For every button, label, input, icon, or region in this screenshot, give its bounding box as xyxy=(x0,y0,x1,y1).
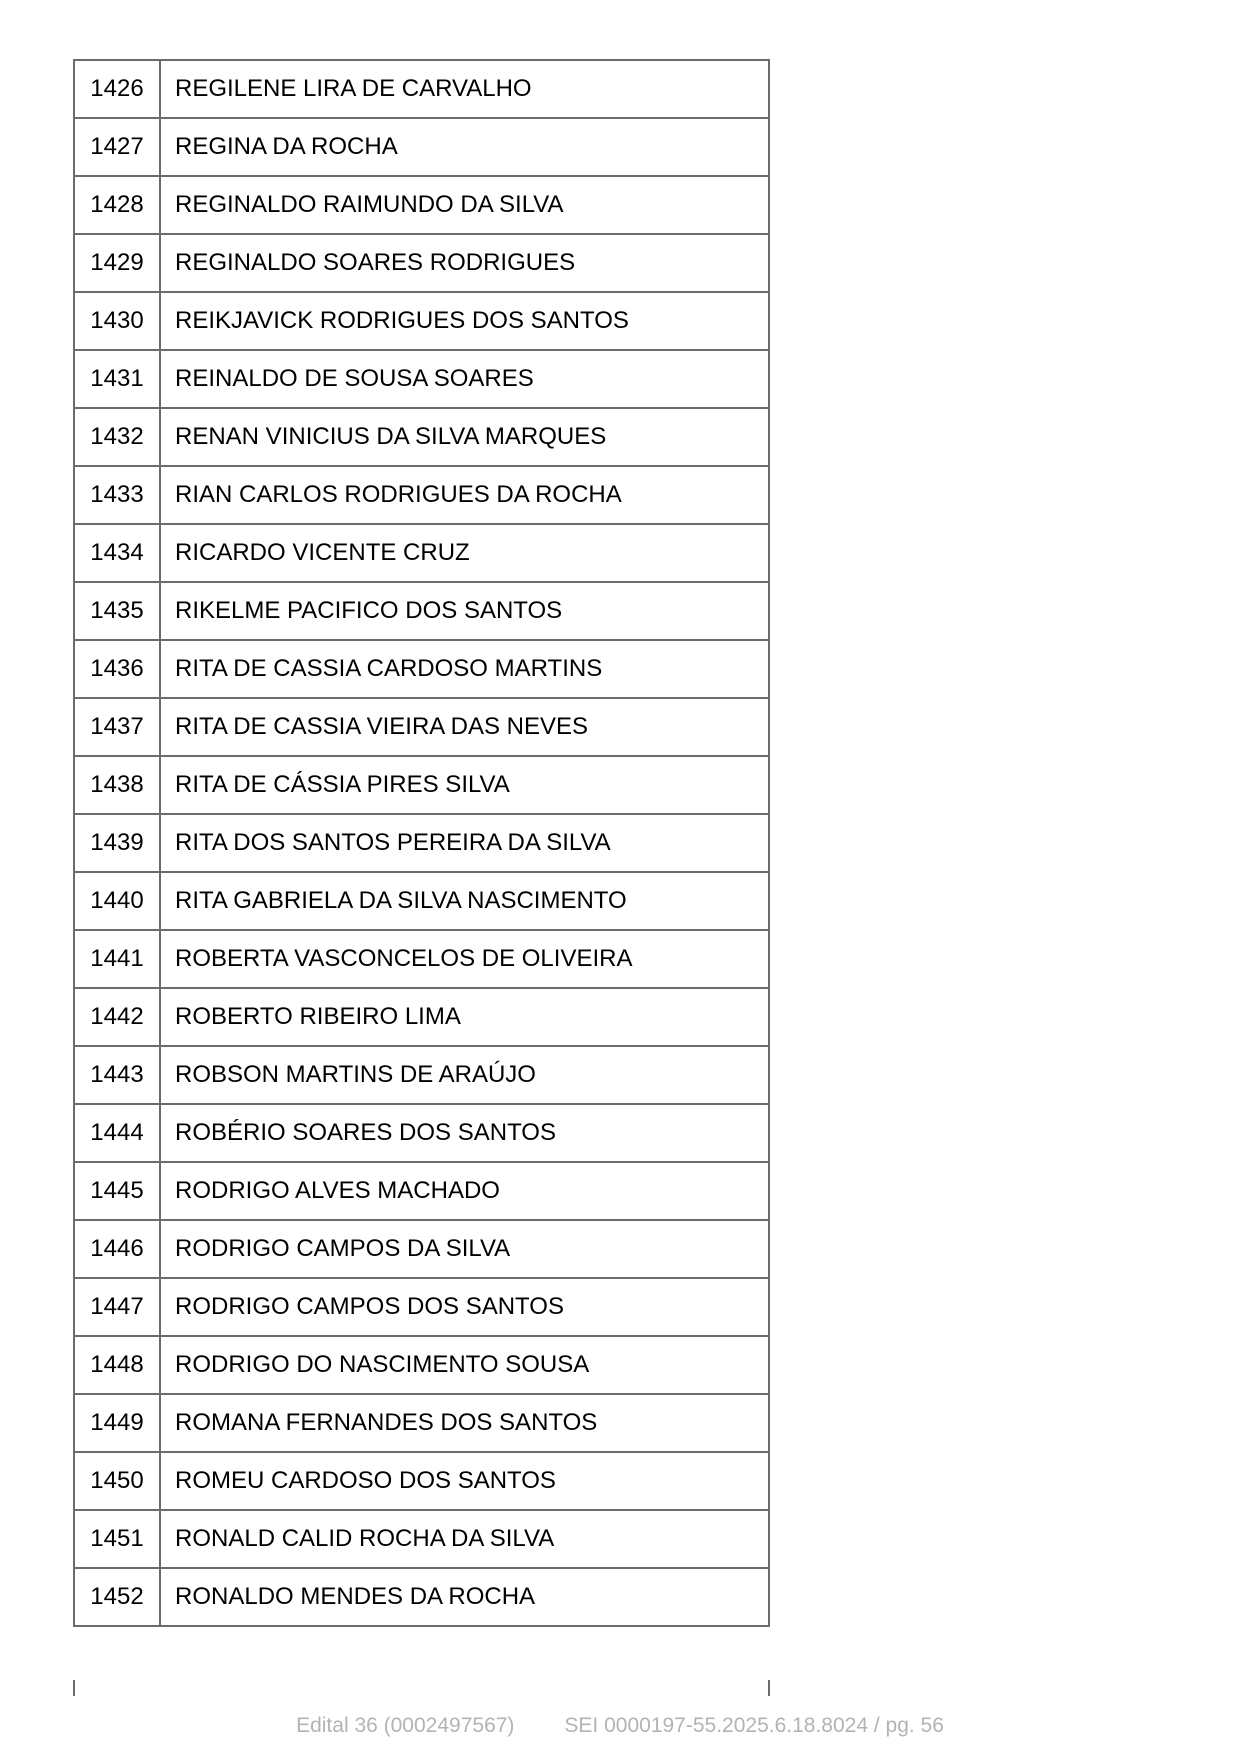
row-number: 1435 xyxy=(74,582,160,640)
person-name: RIAN CARLOS RODRIGUES DA ROCHA xyxy=(160,466,769,524)
table-row xyxy=(74,1336,769,1394)
table-row xyxy=(74,756,769,814)
table-row xyxy=(74,1104,769,1162)
row-number: 1449 xyxy=(74,1394,160,1452)
person-name: RODRIGO CAMPOS DA SILVA xyxy=(160,1220,769,1278)
person-name: REGINALDO RAIMUNDO DA SILVA xyxy=(160,176,769,234)
table-row xyxy=(74,292,769,350)
row-number: 1440 xyxy=(74,872,160,930)
table-row xyxy=(74,408,769,466)
row-number: 1442 xyxy=(74,988,160,1046)
person-name: RODRIGO DO NASCIMENTO SOUSA xyxy=(160,1336,769,1394)
person-name: REIKJAVICK RODRIGUES DOS SANTOS xyxy=(160,292,769,350)
names-table-body xyxy=(74,60,769,1626)
table-row xyxy=(74,640,769,698)
footer-process-page: SEI 0000197-55.2025.6.18.8024 / pg. 56 xyxy=(564,1714,944,1737)
person-name: RITA DE CASSIA CARDOSO MARTINS xyxy=(160,640,769,698)
table-row xyxy=(74,524,769,582)
table-row xyxy=(74,698,769,756)
person-name: RONALD CALID ROCHA DA SILVA xyxy=(160,1510,769,1568)
row-number: 1447 xyxy=(74,1278,160,1336)
table-row xyxy=(74,118,769,176)
table-row xyxy=(74,1452,769,1510)
row-number: 1434 xyxy=(74,524,160,582)
row-number: 1432 xyxy=(74,408,160,466)
table-row xyxy=(74,1046,769,1104)
table-row xyxy=(74,1220,769,1278)
person-name: REGILENE LIRA DE CARVALHO xyxy=(160,60,769,118)
row-number: 1446 xyxy=(74,1220,160,1278)
person-name: ROBERTO RIBEIRO LIMA xyxy=(160,988,769,1046)
person-name: REGINALDO SOARES RODRIGUES xyxy=(160,234,769,292)
row-number: 1429 xyxy=(74,234,160,292)
row-number: 1451 xyxy=(74,1510,160,1568)
names-table xyxy=(73,59,770,1627)
row-number: 1439 xyxy=(74,814,160,872)
page-footer xyxy=(0,1714,1240,1738)
table-row xyxy=(74,582,769,640)
person-name: RITA GABRIELA DA SILVA NASCIMENTO xyxy=(160,872,769,930)
row-number: 1433 xyxy=(74,466,160,524)
row-number: 1452 xyxy=(74,1568,160,1626)
person-name: ROBERTA VASCONCELOS DE OLIVEIRA xyxy=(160,930,769,988)
table-row xyxy=(74,988,769,1046)
row-number: 1431 xyxy=(74,350,160,408)
person-name: REINALDO DE SOUSA SOARES xyxy=(160,350,769,408)
person-name: RENAN VINICIUS DA SILVA MARQUES xyxy=(160,408,769,466)
person-name: ROMANA FERNANDES DOS SANTOS xyxy=(160,1394,769,1452)
row-number: 1430 xyxy=(74,292,160,350)
table-continuation-edge xyxy=(73,1680,770,1696)
person-name: RICARDO VICENTE CRUZ xyxy=(160,524,769,582)
table-row xyxy=(74,466,769,524)
person-name: ROBSON MARTINS DE ARAÚJO xyxy=(160,1046,769,1104)
table-row xyxy=(74,872,769,930)
footer-document-id: Edital 36 (0002497567) xyxy=(296,1714,515,1737)
table-row xyxy=(74,176,769,234)
row-number: 1448 xyxy=(74,1336,160,1394)
person-name: RODRIGO ALVES MACHADO xyxy=(160,1162,769,1220)
person-name: RITA DE CASSIA VIEIRA DAS NEVES xyxy=(160,698,769,756)
row-number: 1426 xyxy=(74,60,160,118)
table-row xyxy=(74,350,769,408)
row-number: 1428 xyxy=(74,176,160,234)
row-number: 1441 xyxy=(74,930,160,988)
table-row xyxy=(74,1510,769,1568)
row-number: 1437 xyxy=(74,698,160,756)
row-number: 1436 xyxy=(74,640,160,698)
row-number: 1443 xyxy=(74,1046,160,1104)
person-name: ROBÉRIO SOARES DOS SANTOS xyxy=(160,1104,769,1162)
person-name: RITA DOS SANTOS PEREIRA DA SILVA xyxy=(160,814,769,872)
names-table-container xyxy=(73,59,770,1627)
person-name: ROMEU CARDOSO DOS SANTOS xyxy=(160,1452,769,1510)
table-row xyxy=(74,1278,769,1336)
person-name: REGINA DA ROCHA xyxy=(160,118,769,176)
table-row xyxy=(74,814,769,872)
table-row xyxy=(74,1568,769,1626)
row-number: 1450 xyxy=(74,1452,160,1510)
person-name: RIKELME PACIFICO DOS SANTOS xyxy=(160,582,769,640)
table-row xyxy=(74,1394,769,1452)
person-name: RONALDO MENDES DA ROCHA xyxy=(160,1568,769,1626)
row-number: 1438 xyxy=(74,756,160,814)
table-row xyxy=(74,60,769,118)
row-number: 1427 xyxy=(74,118,160,176)
table-row xyxy=(74,1162,769,1220)
table-row xyxy=(74,930,769,988)
person-name: RODRIGO CAMPOS DOS SANTOS xyxy=(160,1278,769,1336)
row-number: 1445 xyxy=(74,1162,160,1220)
table-row xyxy=(74,234,769,292)
row-number: 1444 xyxy=(74,1104,160,1162)
person-name: RITA DE CÁSSIA PIRES SILVA xyxy=(160,756,769,814)
